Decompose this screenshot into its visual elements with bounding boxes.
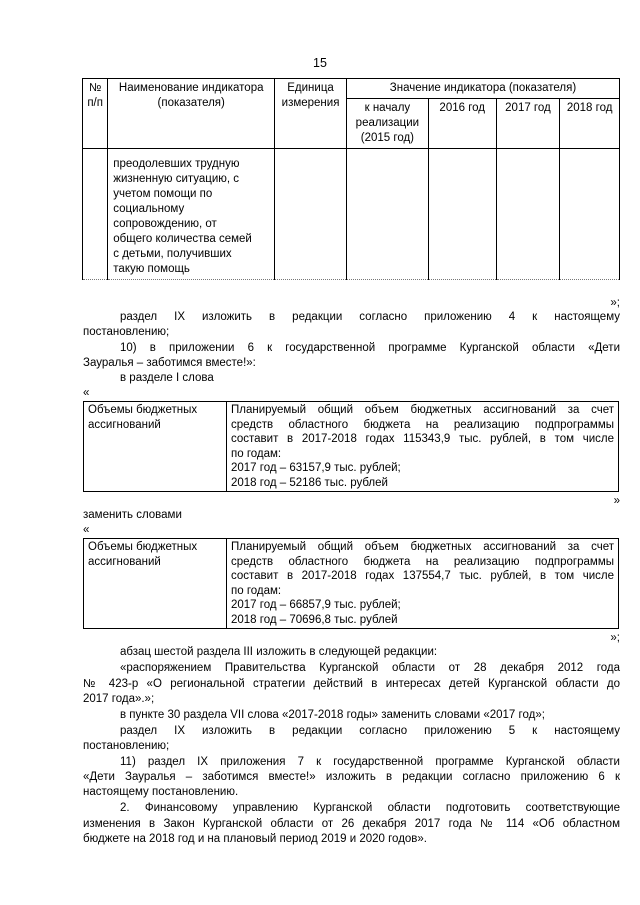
paragraph-line: постановлению; xyxy=(83,326,170,338)
paragraph-line: постановлению; xyxy=(83,740,170,752)
row-number-cell xyxy=(83,149,108,280)
col-2016-header: 2016 год xyxy=(428,99,496,149)
col-number-header: № п/п xyxy=(83,79,108,149)
closing-quote: » xyxy=(613,495,620,507)
row-name-line: сопровождению, от xyxy=(113,218,217,230)
row-start-cell xyxy=(346,149,428,280)
paragraph-line: № 423-р «О региональной стратегии действий в интересах детей Курганской области до xyxy=(83,678,620,690)
budget-text-cell: Планируемый общий объем бюджетных ассигнований за счет средств областного бюджета на реализацию подпрограммы составит в 2017-2018 годах 137554,7 тыс. рублей, в том числе по годам: 2017 год – 66857,9 тыс. рублей; 2018 год – 70696,8 тыс. рублей xyxy=(227,539,619,629)
col-unit-header: Единица измерения xyxy=(275,79,347,149)
paragraph-line: заменить словами xyxy=(83,509,182,521)
row-2017-cell xyxy=(496,149,560,280)
paragraph-line: абзац шестой раздела III изложить в следующей редакции: xyxy=(120,646,438,658)
paragraph-line: раздел IX изложить в редакции согласно приложению 4 к настоящему xyxy=(120,311,620,323)
row-2018-cell xyxy=(560,149,620,280)
row-name-line: социальному xyxy=(113,203,185,215)
indicator-table xyxy=(82,78,620,280)
row-name-line: учетом помощи по xyxy=(113,188,213,200)
budget-label-cell: Объемы бюджетных ассигнований xyxy=(84,539,227,629)
paragraph-line: в пункте 30 раздела VII слова «2017-2018 годы» заменить словами «2017 год»; xyxy=(120,709,545,721)
paragraph-line: «Дети Зауралья – заботимся вместе!» изложить в редакции согласно приложению 6 к xyxy=(83,771,620,783)
col-start-header: к началу реализации (2015 год) xyxy=(346,99,428,149)
paragraph-line: 2017 года».»; xyxy=(83,693,155,705)
paragraph-line: настоящему постановлению. xyxy=(83,786,239,798)
paragraph-line: бюджете на 2018 год и на плановый период 2019 и 2020 годов». xyxy=(83,833,428,845)
row-name-line: преодолевших трудную xyxy=(113,158,240,170)
row-unit-cell xyxy=(275,149,347,280)
budget-label-cell: Объемы бюджетных ассигнований xyxy=(84,402,227,492)
row-2016-cell xyxy=(428,149,496,280)
budget-table-old xyxy=(83,401,619,492)
paragraph-line: в разделе I слова xyxy=(120,372,214,384)
budget-table-new xyxy=(83,538,619,629)
page-number: 15 xyxy=(313,56,327,70)
closing-quote: »; xyxy=(610,632,620,644)
budget-text-cell: Планируемый общий объем бюджетных ассигнований за счет средств областного бюджета на реализацию подпрограммы составит в 2017-2018 годах 115343,9 тыс. рублей, в том числе по годам: 2017 год – 63157,9 тыс. рублей; 2018 год – 52186 тыс. рублей xyxy=(227,402,619,492)
paragraph-line: изменения в Закон Курганской области от 26 декабря 2017 года № 114 «Об областном xyxy=(83,818,620,830)
row-name-line: с детьми, получивших xyxy=(113,248,232,260)
row-name-cell xyxy=(108,149,275,280)
opening-quote: « xyxy=(83,387,90,399)
col-value-group-header: Значение индикатора (показателя) xyxy=(346,79,619,99)
col-2017-header: 2017 год xyxy=(496,99,560,149)
col-2018-header: 2018 год xyxy=(560,99,620,149)
row-name-line: такую помощь xyxy=(113,263,190,275)
paragraph-line: 10) в приложении 6 к государственной программе Курганской области «Дети xyxy=(120,342,620,354)
closing-quote: »; xyxy=(610,297,620,309)
paragraph-line: раздел IX изложить в редакции согласно приложению 5 к настоящему xyxy=(120,725,620,737)
paragraph-line: 2. Финансовому управлению Курганской области подготовить соответствующие xyxy=(120,802,620,814)
row-name-line: жизненную ситуацию, с xyxy=(113,173,240,185)
opening-quote: « xyxy=(83,524,90,536)
col-name-header: Наименование индикатора (показателя) xyxy=(108,79,275,149)
paragraph-line: «распоряжением Правительства Курганской области от 28 декабря 2012 года xyxy=(120,662,620,674)
paragraph-line: Зауралья – заботимся вместе!»: xyxy=(83,357,256,369)
row-name-line: общего количества семей xyxy=(113,233,252,245)
paragraph-line: 11) раздел IX приложения 7 к государственной программе Курганской области xyxy=(120,756,620,768)
